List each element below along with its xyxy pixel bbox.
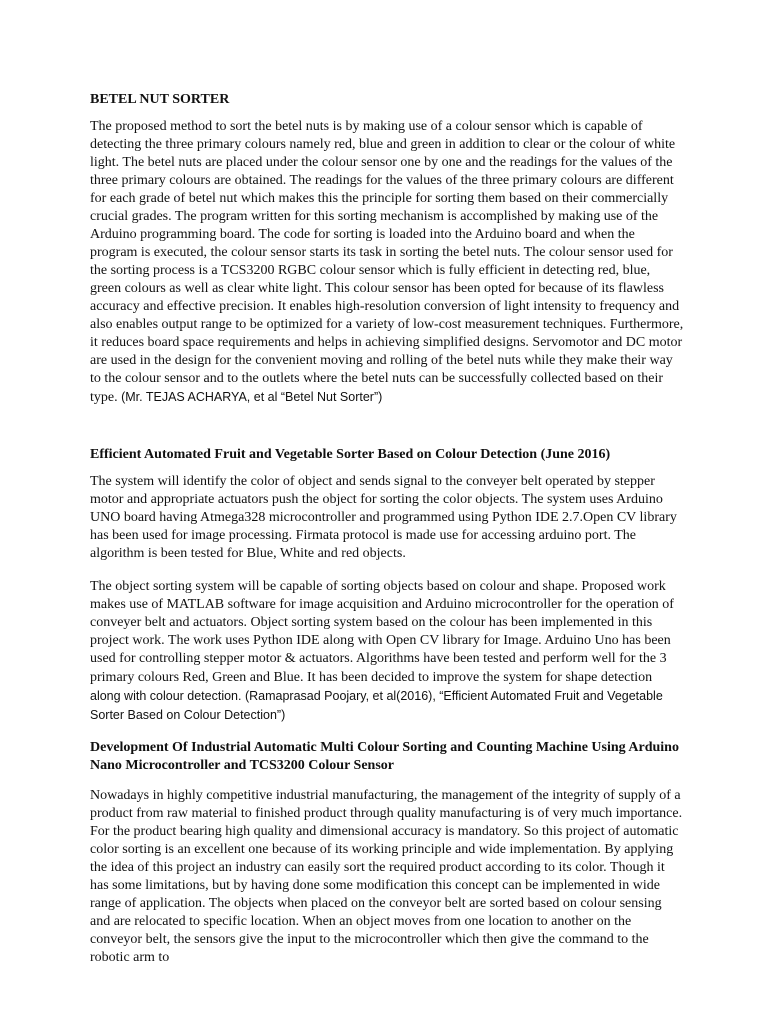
paragraph-text: The object sorting system will be capable of sorting objects based on colour and shape. Proposed work makes use of MATLAB software for image acquisition and Arduino microcontroller for the operation of conveyer belt and actuators. Object sorting system based on the colour has been implemented in this project work. The work uses Python IDE along with Open CV library for Image. Arduino Uno has been used for controlling stepper motor & actuators. Algorithms have been tested and perform well for the 3 primary colours Red, Green and Blue. It has been decided to improve the system for shape detection [90, 579, 674, 685]
section-heading-betel-nut-sorter: BETEL NUT SORTER [90, 92, 230, 107]
section-heading-multi-colour-sorting-machine: Development Of Industrial Automatic Multi Colour Sorting and Counting Machine Using Arduino Nano Microcontroller and TCS3200 Colour Sensor [90, 740, 679, 773]
section-paragraph [90, 578, 684, 725]
paragraph-citation: along with colour detection. (Ramaprasad Poojary, et al(2016), “Efficient Automated Fruit and Vegetable Sorter Based on Colour Detection”) [90, 689, 663, 722]
paragraph-text: The proposed method to sort the betel nuts is by making use of a colour sensor which is capable of detecting the three primary colours namely red, blue and green in addition to clear or the colour of white light. The betel nuts are placed under the colour sensor one by one and the readings for the values of the three primary colours are obtained. The readings for the values of the three primary colours are different for each grade of betel nut which makes this the principle for sorting them based on their commercially crucial grades. The program written for this sorting mechanism is accomplished by making use of the Arduino programming board. The code for sorting is loaded into the Arduino board and when the program is executed, the colour sensor starts its task in sorting the betel nuts. The colour sensor used for the sorting process is a TCS3200 RGBC colour sensor which is fully efficient in detecting red, blue, green colours as well as clear white light. This colour sensor has been opted for because of its flawless accuracy and effective precision. It enables high-resolution conversion of light intensity to frequency and also enables output range to be optimized for a variety of low-cost measurement techniques. Furthermore, it reduces board space requirements and helps in achieving simplified designs. Servomotor and DC motor are used in the design for the convenient moving and rolling of the betel nuts while they make their way to the colour sensor and to the outlets where the betel nuts can be successfully collected based on their type. [90, 119, 684, 405]
paragraph-citation: (Mr. TEJAS ACHARYA, et al “Betel Nut Sorter”) [117, 390, 383, 404]
paragraph-text: Nowadays in highly competitive industrial manufacturing, the management of the integrity of supply of a product from raw material to finished product through quality manufacturing is of very much importance. For the product bearing high quality and dimensional accuracy is mandatory. So this project of automatic color sorting is an excellent one because of its working principle and wide implementation. By applying the idea of this project an industry can easily sort the required product according to its color. Though it has some limitations, but by having done some modification this concept can be implemented in wide range of application. The objects when placed on the conveyor belt are sorted based on colour sensing and are relocated to specific location. When an object moves from one location to another on the conveyor belt, the sensors give the input to the microcontroller which then give the command to the robotic arm to [90, 788, 683, 965]
section-paragraph [90, 473, 684, 563]
section-paragraph [90, 118, 684, 407]
section-heading-fruit-vegetable-sorter: Efficient Automated Fruit and Vegetable Sorter Based on Colour Detection (June 2016) [90, 447, 611, 462]
paragraph-text: The system will identify the color of object and sends signal to the conveyer belt operated by stepper motor and appropriate actuators push the object for sorting the color objects. The system uses Arduino UNO board having Atmega328 microcontroller and programmed using Python IDE 2.7.Open CV library has been used for image processing. Firmata protocol is made use for accessing arduino port. The algorithm is been tested for Blue, White and red objects. [90, 474, 677, 561]
section-paragraph [90, 787, 684, 967]
